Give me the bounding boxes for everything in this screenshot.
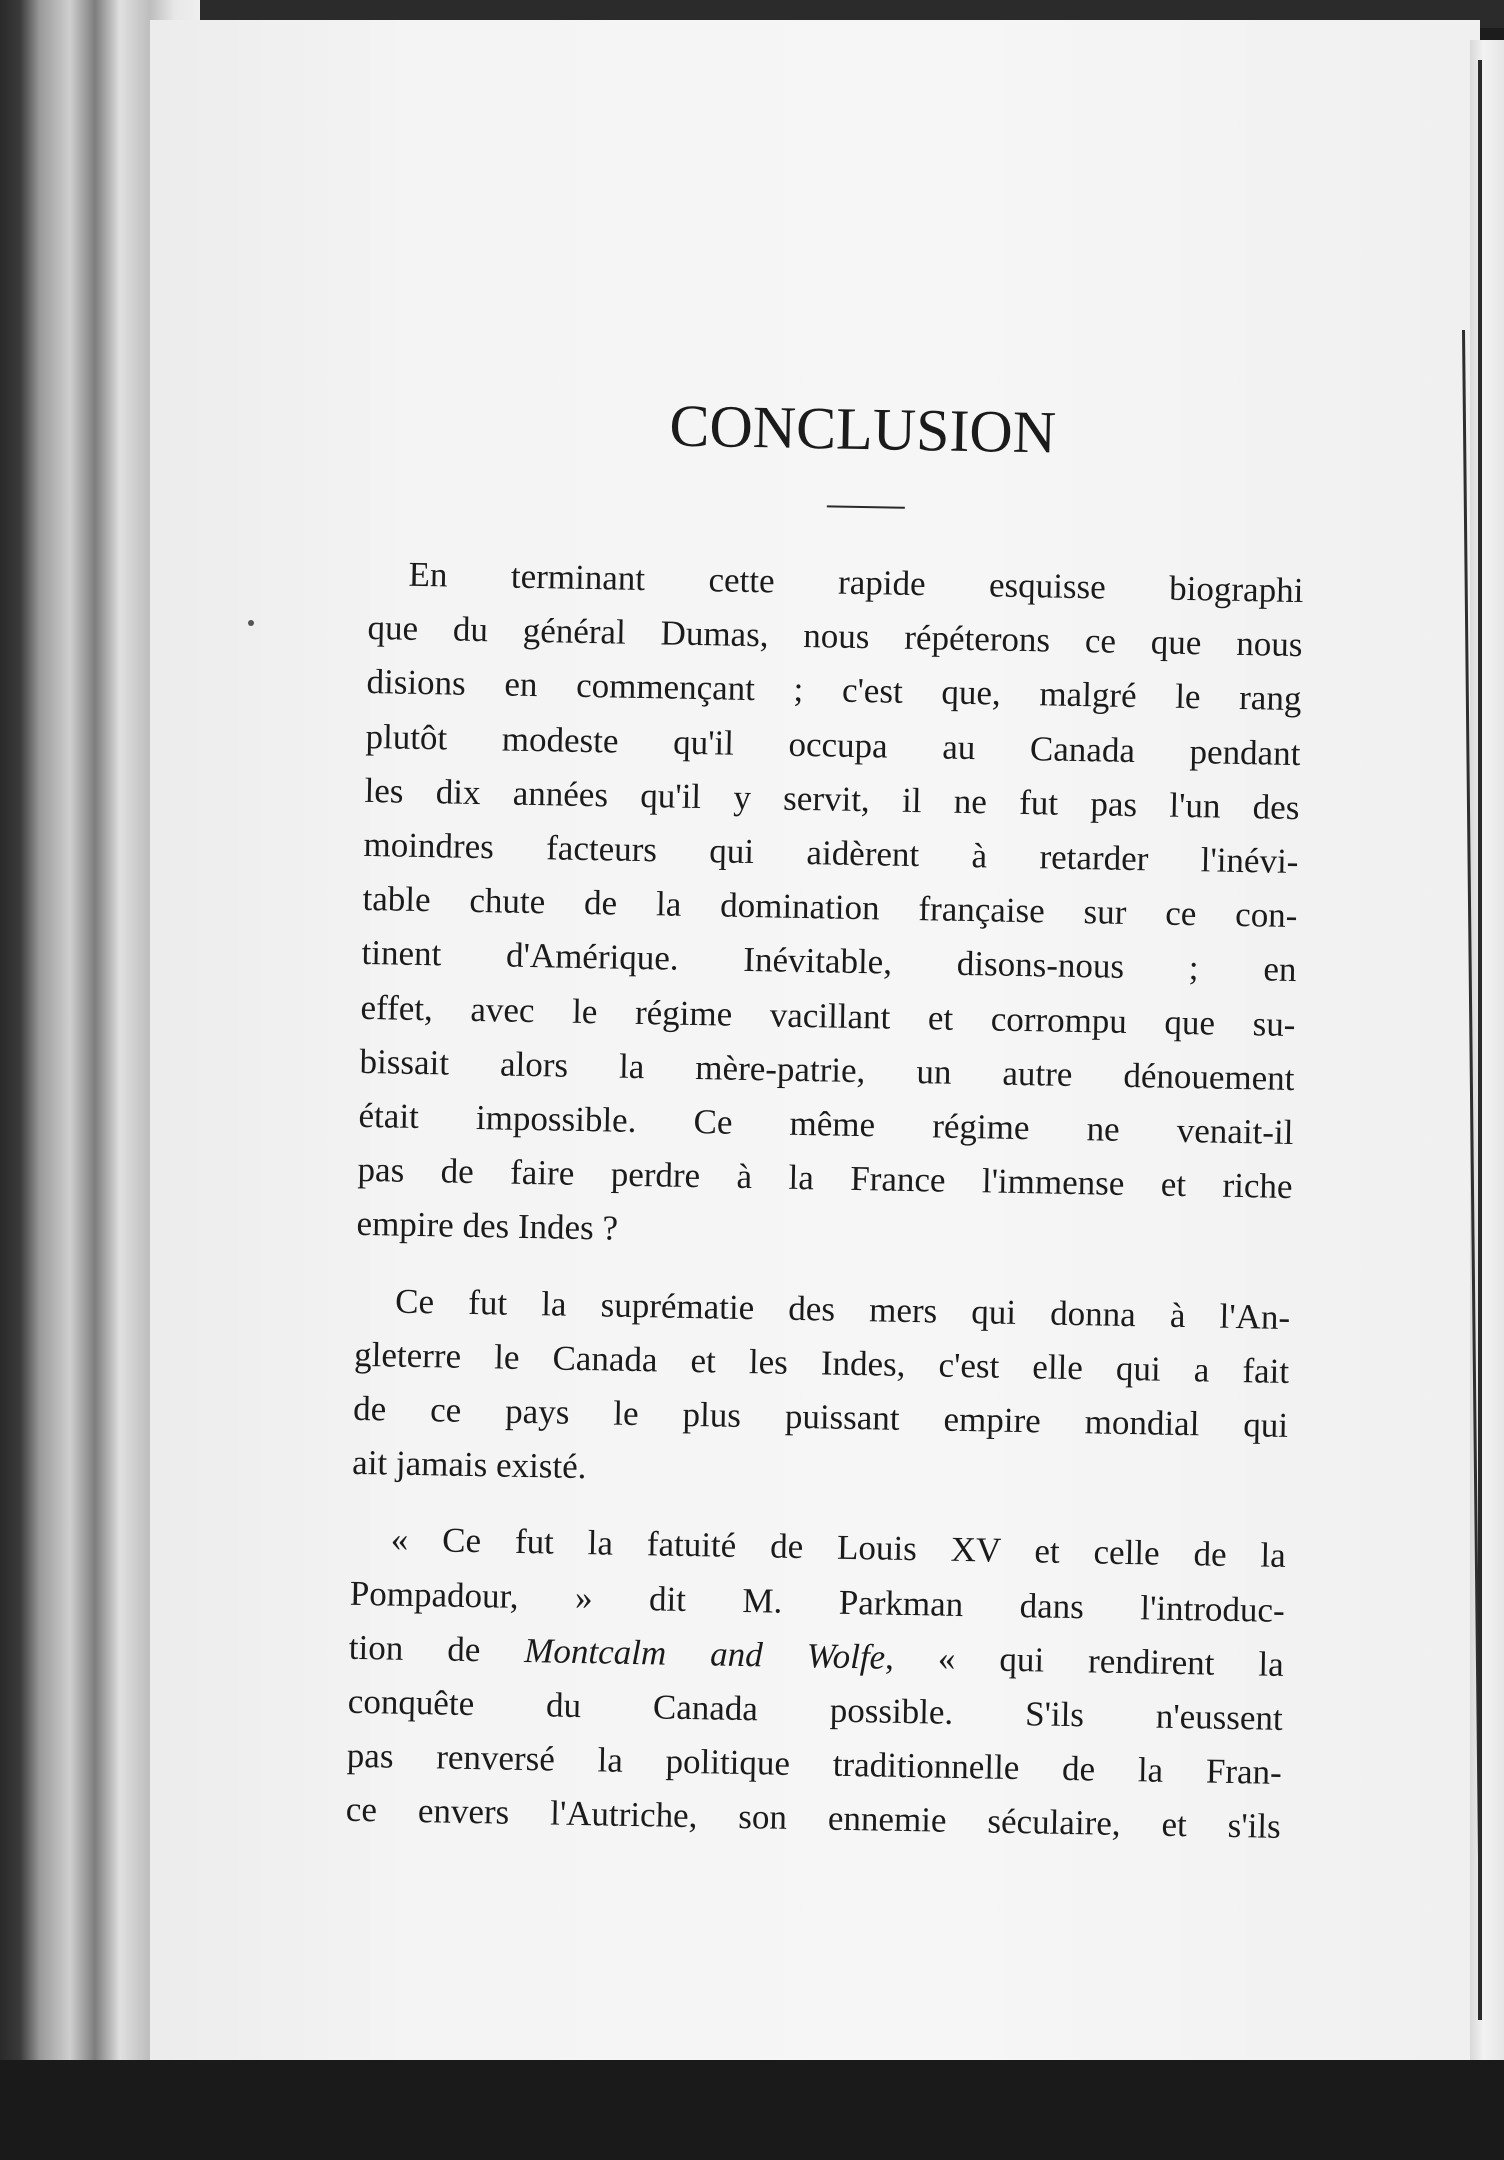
scan-frame-line <box>1478 60 1482 2020</box>
text-line: bissait alors la mère-patrie, un autre dénouement <box>359 1041 1295 1098</box>
text-line: empire des Indes ? <box>356 1204 619 1249</box>
text-line: disions en commençant ; c'est que, malgré le rang <box>366 662 1302 719</box>
paragraph-3 <box>345 1512 1286 1854</box>
paper-speck <box>248 620 254 626</box>
text-line: conquête du Canada possible. S'ils n'eussent <box>347 1681 1284 1738</box>
text-line: En terminant cette rapide esquisse biographi <box>408 554 1304 611</box>
text-line: tinent d'Amérique. Inévitable, disons-nous ; en <box>361 933 1297 990</box>
text-line: pas renversé la politique traditionnelle de la Fran- <box>346 1736 1283 1793</box>
text-line: effet, avec le régime vacillant et corrompu que su- <box>360 987 1296 1044</box>
text-segment: , « qui rendirent la <box>884 1637 1285 1684</box>
text-line: moindres facteurs qui aidèrent à retarder l'inévi- <box>363 824 1299 882</box>
text-line: gleterre le Canada et les Indes, c'est elle qui a fait <box>353 1334 1290 1391</box>
chapter-title: CONCLUSION <box>668 392 1057 466</box>
text-line: que du général Dumas, nous répéterons ce que nous <box>367 608 1303 665</box>
text-line: Ce fut la suprématie des mers qui donna à l'An- <box>394 1281 1291 1337</box>
text-line: était impossible. Ce même régime ne venait-il <box>358 1095 1294 1153</box>
paragraph-1 <box>356 547 1304 1269</box>
text-line: ce envers l'Autriche, son ennemie séculaire, et s'ils <box>345 1790 1282 1847</box>
text-line: pas de faire perdre à la France l'immense et riche <box>357 1150 1293 1207</box>
book-title-italic: Montcalm and Wolfe <box>523 1630 886 1677</box>
text-segment: tion de <box>348 1627 525 1670</box>
text-line: plutôt modeste qu'il occupa au Canada pendant <box>365 716 1301 773</box>
page-text <box>345 385 1307 1877</box>
scan-bottom-border <box>0 2060 1504 2160</box>
text-line: les dix années qu'il y servit, il ne fut pas l'un des <box>364 770 1300 827</box>
title-rule <box>826 505 904 508</box>
text-line: table chute de la domination française sur ce con- <box>362 879 1298 936</box>
text-line: ait jamais existé. <box>351 1443 587 1487</box>
text-line: de ce pays le plus puissant empire mondial qui <box>352 1388 1289 1446</box>
text-line: Pompadour, » dit M. Parkman dans l'introduc- <box>349 1573 1286 1630</box>
paragraph-2 <box>352 1273 1291 1507</box>
text-line: « Ce fut la fatuité de Louis XV et celle de la <box>390 1519 1287 1576</box>
book-right-edge <box>1470 40 1504 2060</box>
